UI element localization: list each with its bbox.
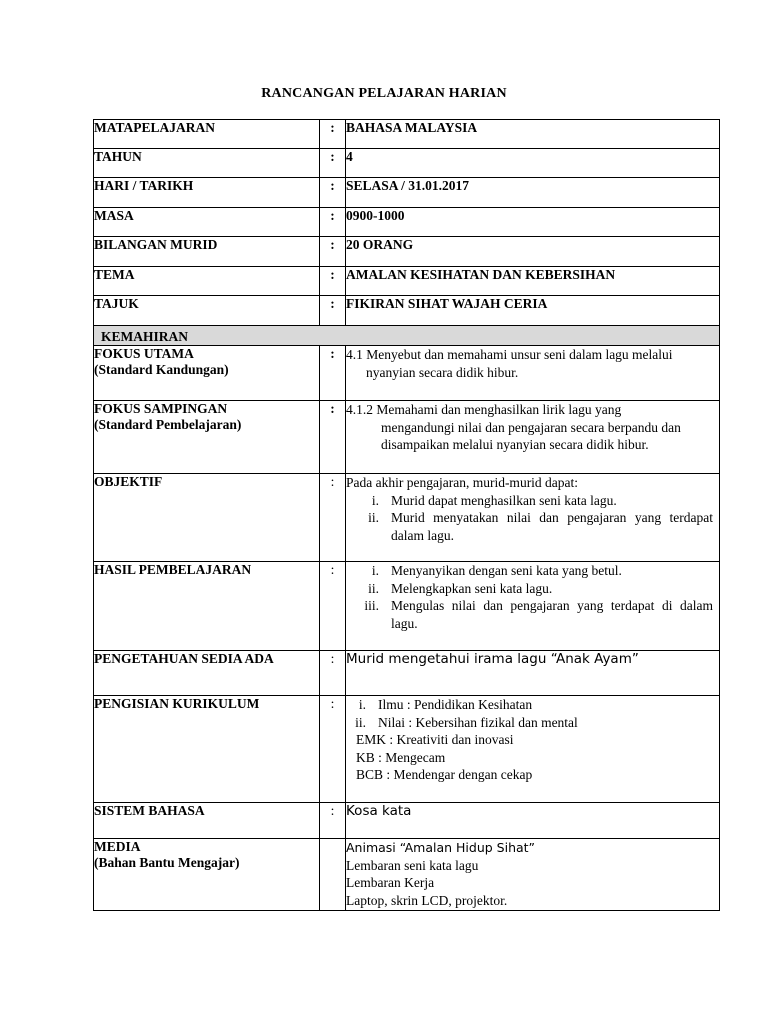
label-hari-tarikh: HARI / TARIKH [94,178,320,208]
hasil-item [346,580,719,598]
label-pengetahuan-sedia-ada: PENGETAHUAN SEDIA ADA [94,651,320,696]
hasil-item [346,562,719,580]
colon: : [320,803,346,839]
value-pengisian-kurikulum [346,696,720,803]
hasil-item [346,597,719,632]
colon: : [320,120,346,149]
pengisian-item-text: Nilai : Kebersihan fizikal dan mental [378,714,578,730]
label-fokus-sampingan [94,401,320,474]
pengisian-bcb: BCB : Mendengar dengan cekap [356,767,533,782]
hasil-item-text: Melengkapkan seni kata lagu. [391,580,553,596]
row-objektif [94,474,720,562]
row-fokus-utama [94,346,720,401]
hasil-item-number: iii. [364,598,379,613]
fokus-utama-line: 4.1 Menyebut dan memahami unsur seni dalam lagu melalui [346,347,673,362]
row-sistem-bahasa [94,803,720,839]
pengisian-item-number: i. [358,697,366,712]
value-hasil-pembelajaran [346,562,720,651]
label-pengisian-kurikulum: PENGISIAN KURIKULUM [94,696,320,803]
label-sistem-bahasa: SISTEM BAHASA [94,803,320,839]
row-fokus-sampingan [94,401,720,474]
label-tema: TEMA [94,267,320,296]
objektif-item-text: Murid menyatakan nilai dan pengajaran yang terdapat dalam lagu. [391,510,713,543]
label-tajuk: TAJUK [94,296,320,326]
row-hari-tarikh [94,178,720,208]
fokus-sampingan-line: mengandungi nilai dan pengajaran secara berpandu dan [381,419,681,435]
value-tema: AMALAN KESIHATAN DAN KEBERSIHAN [346,267,720,296]
value-bilangan-murid: 20 ORANG [346,237,720,267]
media-subtitle: (Bahan Bantu Mengajar) [94,855,240,870]
value-objektif [346,474,720,562]
label-hasil-pembelajaran: HASIL PEMBELAJARAN [94,562,320,651]
colon: : [320,208,346,237]
value-tahun: 4 [346,149,720,178]
colon: : [320,267,346,296]
colon: : [320,296,346,326]
fokus-utama-line: nyanyian secara didik hibur. [366,364,519,380]
pengisian-item-number: ii. [355,714,366,730]
media-line: Lembaran seni kata lagu [346,857,479,873]
fokus-utama-title: FOKUS UTAMA [94,346,194,361]
hasil-item-text: Mengulas nilai dan pengajaran yang terdapat di dalam lagu. [391,598,713,631]
media-line: Animasi “Amalan Hidup Sihat” [346,840,536,855]
objektif-item-text: Murid dapat menghasilkan seni kata lagu. [391,492,617,508]
row-hasil-pembelajaran [94,562,720,651]
pengisian-item [346,714,719,732]
colon: : [320,178,346,208]
value-sistem-bahasa: Kosa kata [346,803,720,839]
pengisian-emk: EMK : Kreativiti dan inovasi [356,732,514,747]
row-pengisian-kurikulum [94,696,720,803]
row-media [94,839,720,911]
document-title: RANCANGAN PELAJARAN HARIAN [261,86,507,101]
fokus-sampingan-title: FOKUS SAMPINGAN [94,401,228,416]
media-line: Lembaran Kerja [346,875,435,890]
media-line: Laptop, skrin LCD, projektor. [346,892,508,908]
row-kemahiran [94,326,720,346]
fokus-sampingan-subtitle: (Standard Pembelajaran) [94,417,242,432]
colon: : [320,149,346,178]
section-kemahiran: KEMAHIRAN [94,326,720,346]
label-objektif: OBJEKTIF [94,474,320,562]
row-masa [94,208,720,237]
colon: : [320,651,346,696]
objektif-intro: Pada akhir pengajaran, murid-murid dapat: [346,475,579,490]
media-title: MEDIA [94,839,141,854]
value-media [346,839,720,911]
media-colon-cell [320,839,346,911]
fokus-sampingan-line: 4.1.2 Memahami dan menghasilkan lirik lagu yang [346,402,622,417]
hasil-item-number: ii. [368,580,379,596]
colon: : [320,237,346,267]
value-matapelajaran: BAHASA MALAYSIA [346,120,720,149]
row-tema [94,267,720,296]
value-tajuk: FIKIRAN SIHAT WAJAH CERIA [346,296,720,326]
lesson-plan-table [93,119,720,911]
objektif-item [346,492,719,510]
hasil-item-number: i. [371,563,379,578]
value-fokus-sampingan [346,401,720,474]
label-matapelajaran: MATAPELAJARAN [94,120,320,149]
label-fokus-utama [94,346,320,401]
colon: : [320,696,346,803]
value-pengetahuan-sedia-ada: Murid mengetahui irama lagu “Anak Ayam” [346,651,720,696]
hasil-item-text: Menyanyikan dengan seni kata yang betul. [391,563,622,578]
pengisian-kb: KB : Mengecam [356,749,446,765]
pengisian-item-text: Ilmu : Pendidikan Kesihatan [378,697,533,712]
fokus-sampingan-line: disampaikan melalui nyanyian secara didik hibur. [381,437,649,452]
fokus-utama-subtitle: (Standard Kandungan) [94,362,229,377]
pengisian-item [346,696,719,714]
row-matapelajaran [94,120,720,149]
value-fokus-utama [346,346,720,401]
label-bilangan-murid: BILANGAN MURID [94,237,320,267]
objektif-item [346,509,719,544]
label-tahun: TAHUN [94,149,320,178]
colon: : [320,562,346,651]
row-bilangan-murid [94,237,720,267]
label-masa: MASA [94,208,320,237]
row-tajuk [94,296,720,326]
label-media [94,839,320,911]
colon: : [320,474,346,562]
objektif-item-number: ii. [368,510,379,525]
row-pengetahuan-sedia-ada [94,651,720,696]
colon: : [320,346,346,401]
value-hari-tarikh: SELASA / 31.01.2017 [346,178,720,208]
objektif-item-number: i. [371,492,379,508]
value-masa: 0900-1000 [346,208,720,237]
colon: : [320,401,346,474]
row-tahun [94,149,720,178]
